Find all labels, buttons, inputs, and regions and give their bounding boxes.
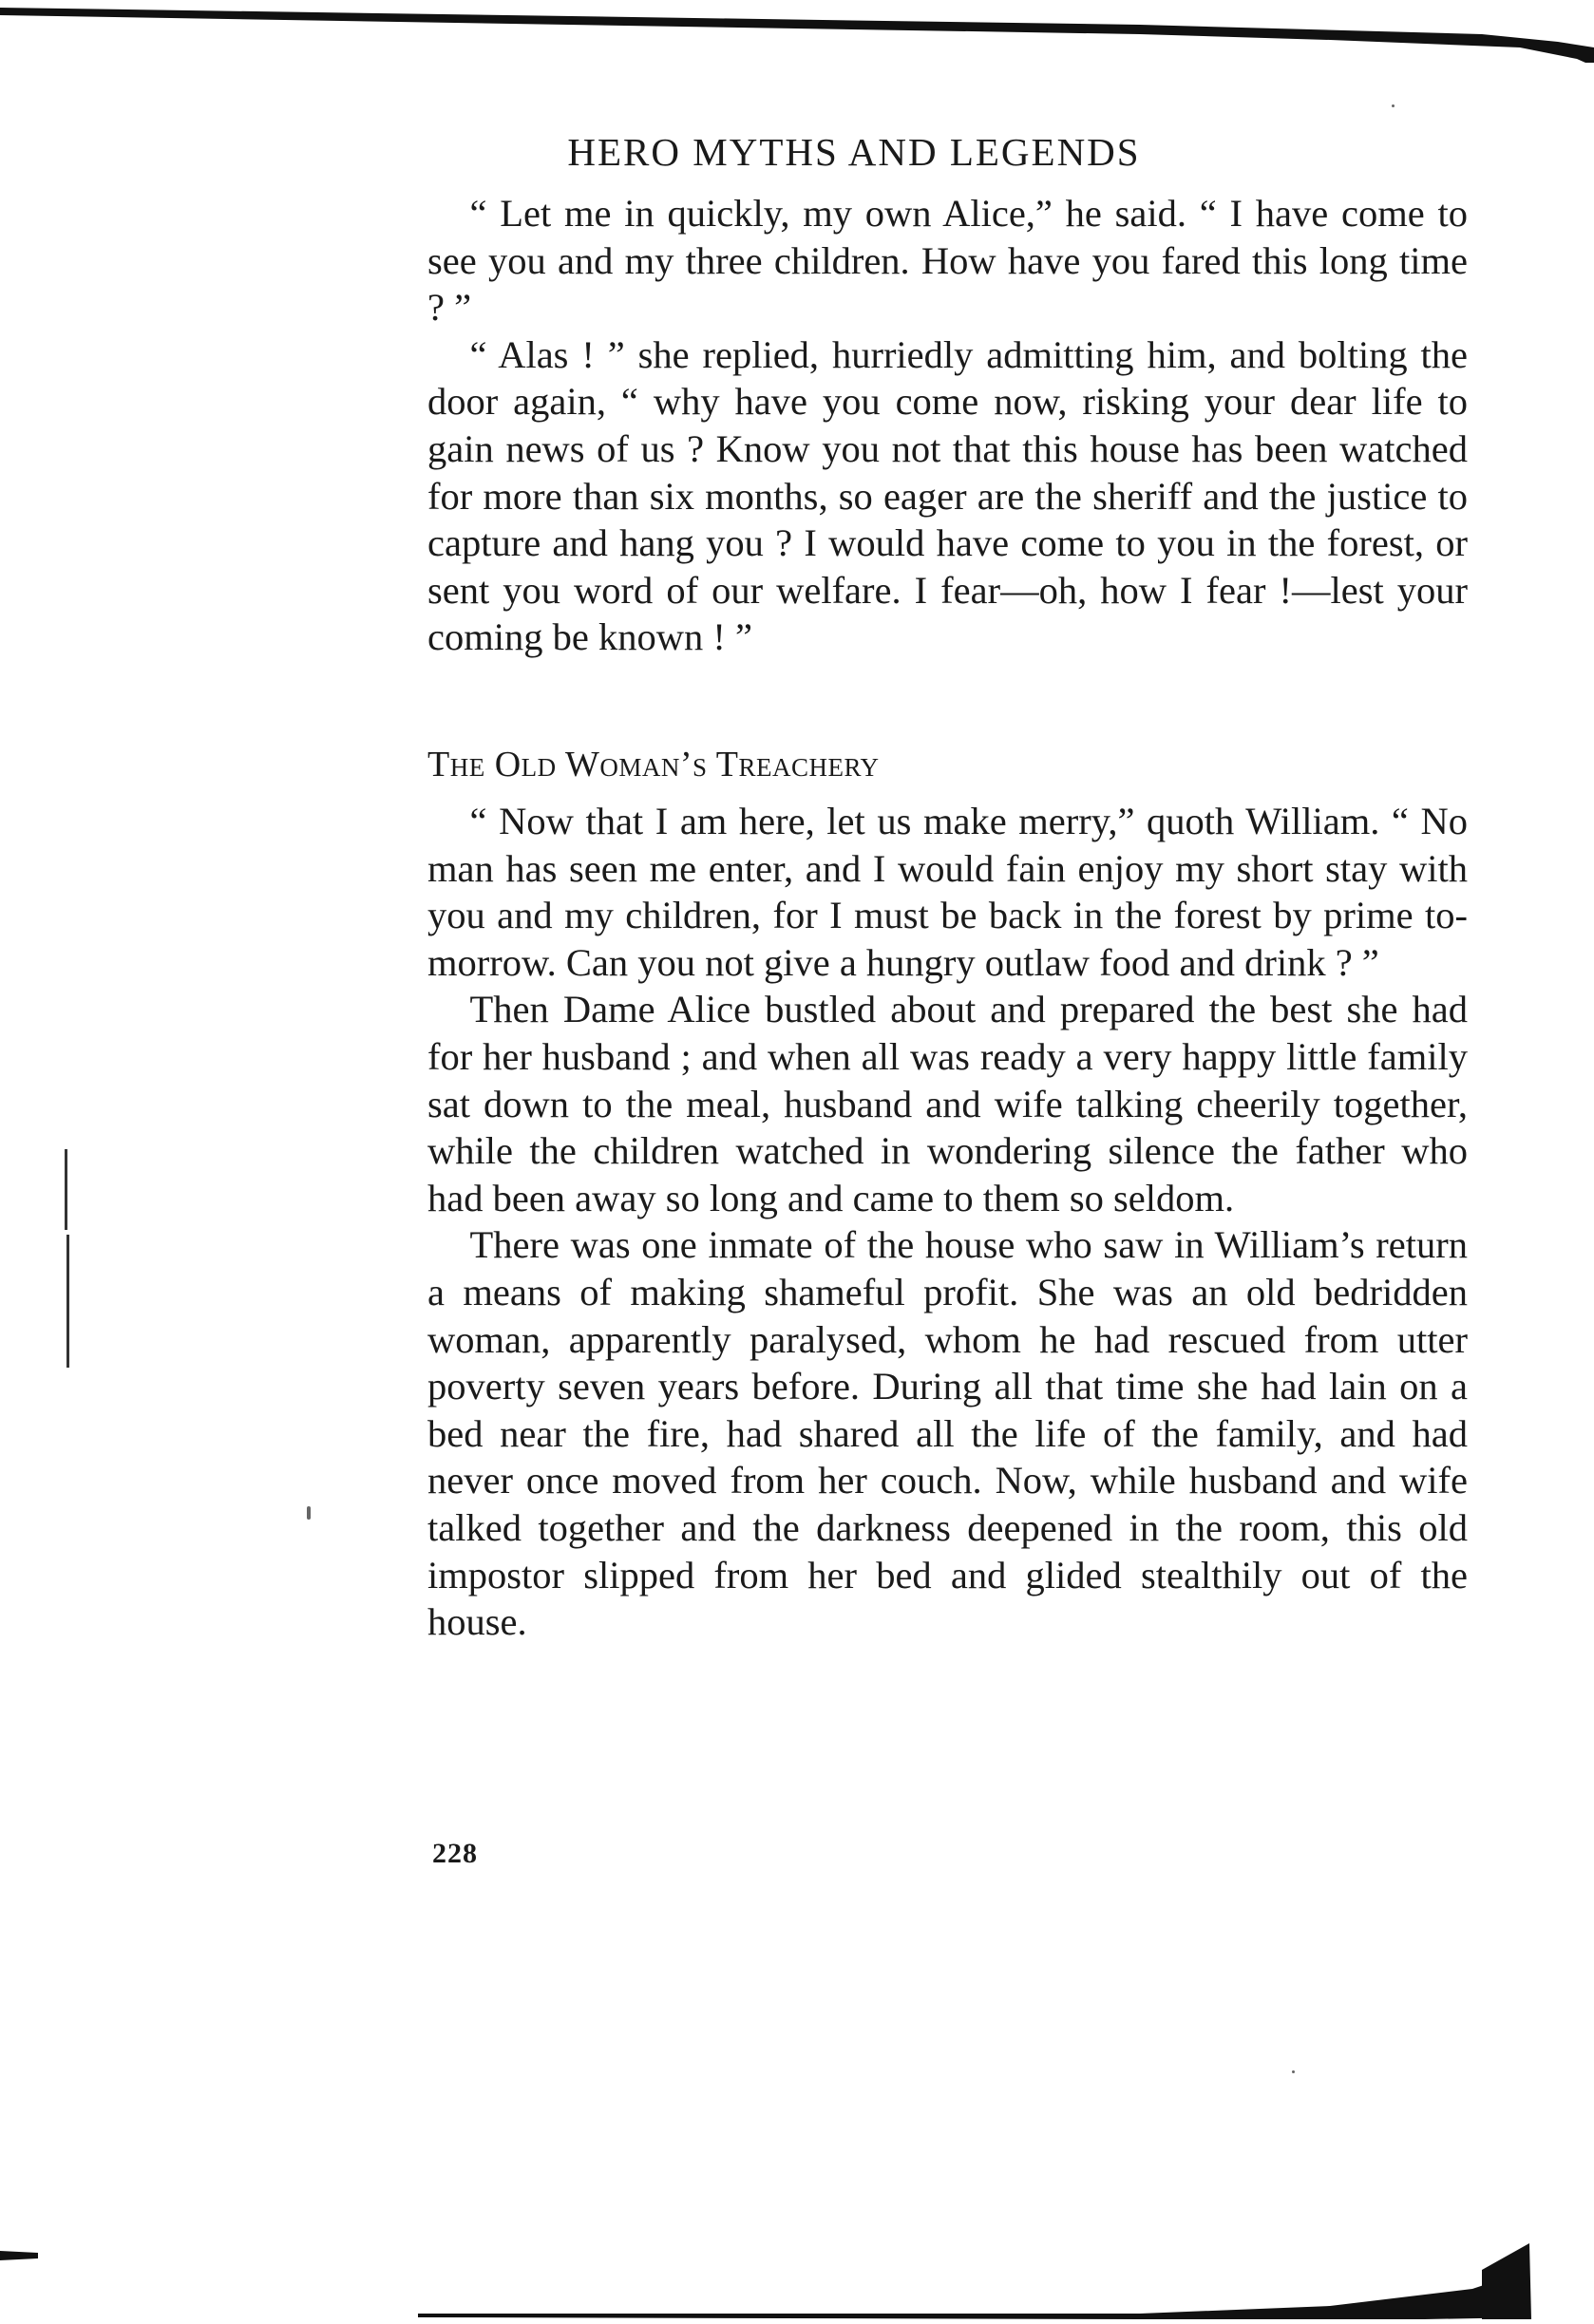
paragraph: “ Now that I am here, let us make merry,” quoth William. “ No man has seen me enter, and I would fain enjoy my short stay with you and my children, for I must be back in the forest by prime to-morrow. Can you not give a hungry outlaw food and drink ? ”: [427, 800, 1468, 984]
running-title: HERO MYTHS AND LEGENDS: [567, 130, 1141, 174]
paragraph: Then Dame Alice bustled about and prepared the best she had for her husband ; and when all was ready a very happy little family sat down to the meal, husband and wife talking cheerily together, while the children watched in wondering silence the father who had been away so long and came to them so seldom.: [427, 988, 1468, 1219]
speck: [1392, 104, 1395, 107]
section-heading: The Old Woman’s Treachery: [427, 745, 880, 784]
paragraph: “ Alas ! ” she replied, hurriedly admitting him, and bolting the door again, “ why have you come now, risking your dear life to gain news of us ? Know you not that this house has been watched for more than six months, so eager are the sheriff and the justice to capture and hang you ? I would have come to you in the forest, or sent you word of our welfare. I fear—oh, how I fear !—lest your coming be known ! ”: [427, 332, 1468, 659]
passage-top: [427, 190, 1468, 661]
speck: [1292, 2070, 1295, 2073]
margin-mark: [66, 1235, 69, 1368]
speck: [307, 1506, 311, 1520]
margin-mark: [65, 1149, 67, 1230]
scan-edge-bottom: [0, 2175, 1594, 2324]
paragraph: There was one inmate of the house who saw in William’s return a means of making shameful profit. She was an old bedridden woman, apparently paralysed, whom he had rescued from utter poverty seven years before. During all that time she had lain on a bed near the fire, had shared all the life of the family, and had never once moved from her couch. Now, while husband and wife talked together and the darkness deepened in the room, this old impostor slipped from her bed and glided stealthily out of the house.: [427, 1223, 1468, 1644]
scan-edge-top: [0, 6, 1594, 63]
paragraph: “ Let me in quickly, my own Alice,” he said. “ I have come to see you and my three children. How have you fared this long time ? ”: [427, 192, 1468, 330]
passage-bottom: [427, 798, 1468, 1646]
page-number: 228: [432, 1838, 478, 1869]
